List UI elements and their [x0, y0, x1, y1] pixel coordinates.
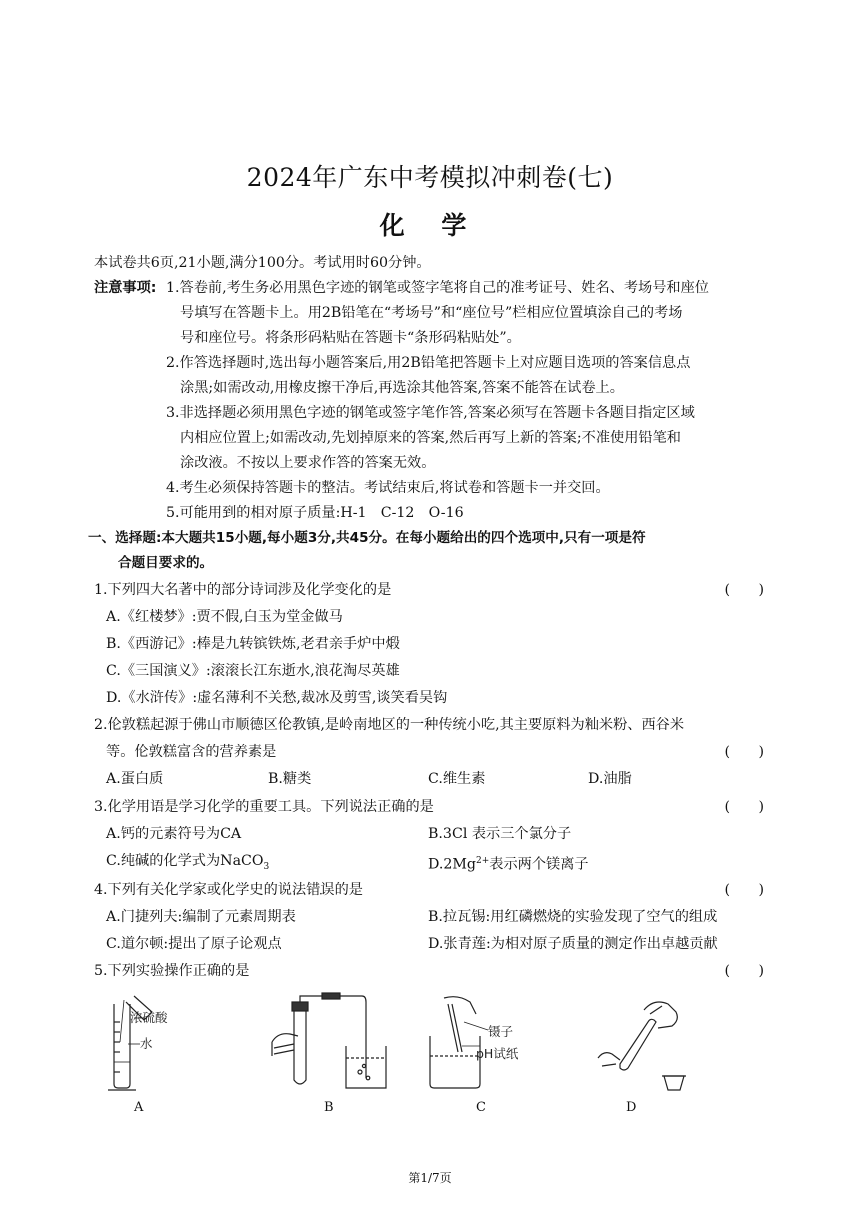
q3-option-d-superscript: 2+ — [476, 856, 490, 866]
figure-c-tweezers-label: 镊子 — [488, 1024, 514, 1039]
figure-label-a: A — [134, 1100, 144, 1115]
page-number: 第1/7页 — [408, 1171, 452, 1185]
answer-bracket: ( ) — [724, 963, 764, 979]
figure-c-ph-test — [424, 992, 544, 1094]
notes-line: 3.非选择题必须用黑色字迹的钢笔或签字笔作答,答案必须写在答题卡各题目指定区域 — [166, 405, 695, 421]
q2-option-c: C.维生素 — [428, 771, 486, 787]
notes-line: 涂改液。不按以上要求作答的答案无效。 — [180, 455, 436, 471]
q1-option-d: D.《水浒传》:虚名薄利不关愁,裁冰及剪雪,谈笑看吴钩 — [106, 690, 448, 706]
question-1-stem: 1.下列四大名著中的部分诗词涉及化学变化的是 — [94, 582, 392, 598]
q1-option-b: B.《西游记》:棒是九转镔铁炼,老君亲手炉中煅 — [106, 636, 400, 652]
notes-line: 内相应位置上;如需改动,先划掉原来的答案,然后再写上新的答案;不准使用铅笔和 — [180, 430, 681, 446]
q1-option-c: C.《三国演义》:滚滚长江东逝水,浪花淘尽英雄 — [106, 663, 400, 679]
figure-a-water-label: 水 — [140, 1036, 153, 1051]
figure-a-acid-label: 浓硫酸 — [130, 1010, 168, 1025]
figure-a-diluting-acid — [100, 992, 200, 1094]
q3-option-c-text: C.纯碱的化学式为NaCO — [106, 853, 264, 869]
answer-bracket: ( ) — [724, 582, 764, 598]
notes-line: 号填写在答题卡上。用2B铅笔在“考场号”和“座位号”栏相应位置填涂自己的考场 — [180, 305, 683, 321]
figure-label-c: C — [476, 1100, 486, 1115]
q3-option-d-text: D.2Mg — [428, 856, 477, 873]
q3-option-d — [428, 848, 589, 878]
figure-b-airtightness-check — [268, 992, 398, 1094]
q4-option-d: D.张青莲:为相对原子质量的测定作出卓越贡献 — [428, 936, 718, 952]
question-3-stem: 3.化学用语是学习化学的重要工具。下列说法正确的是 — [94, 799, 434, 815]
answer-bracket: ( ) — [724, 882, 764, 898]
figure-c-ph-paper-label: pH试纸 — [476, 1046, 519, 1061]
q3-option-b: B.3Cl 表示三个氯分子 — [428, 826, 572, 842]
answer-bracket: ( ) — [724, 799, 764, 815]
exam-title: 2024年广东中考模拟冲刺卷(七) — [246, 163, 614, 192]
intro-text: 本试卷共6页,21小题,满分100分。考试用时60分钟。 — [94, 255, 431, 271]
figure-label-b: B — [324, 1100, 334, 1115]
subject-title: 化 学 — [379, 211, 481, 240]
q4-option-c: C.道尔顿:提出了原子论观点 — [106, 936, 282, 952]
answer-bracket: ( ) — [724, 744, 764, 760]
q2-option-b: B.糖类 — [268, 771, 312, 787]
q2-option-d: D.油脂 — [588, 771, 632, 787]
section-heading: 一、选择题:本大题共15小题,每小题3分,共45分。在每小题给出的四个选项中,只有一项是符 — [88, 530, 646, 546]
q1-option-a: A.《红楼梦》:贾不假,白玉为堂金做马 — [106, 609, 343, 625]
notes-line: 涂黑;如需改动,用橡皮擦干净后,再选涂其他答案,答案不能答在试卷上。 — [180, 380, 624, 396]
q3-option-c-subscript: 3 — [263, 861, 270, 872]
notes-line: 4.考生必须保持答题卡的整洁。考试结束后,将试卷和答题卡一并交回。 — [166, 480, 610, 496]
question-4-stem — [94, 877, 363, 903]
question-2-stem: 2.伦敦糕起源于佛山市顺德区伦教镇,是岭南地区的一种传统小吃,其主要原料为籼米粉、西谷米 — [94, 717, 685, 733]
question-5-stem: 5.下列实验操作正确的是 — [94, 963, 250, 979]
figure-d-adding-solid — [584, 992, 694, 1094]
notes-label: 注意事项: — [94, 280, 157, 296]
notes-line: 号和座位号。将条形码粘贴在答题卡“条形码粘贴处”。 — [180, 330, 521, 346]
q4-option-b: B.拉瓦锡:用红磷燃烧的实验发现了空气的组成 — [428, 909, 718, 925]
q4-stem-start: 4.下列有关化学家或化学史的说法 — [94, 882, 307, 898]
q3-option-a: A.钙的元素符号为CA — [106, 826, 242, 842]
q4-stem-end: 的是 — [334, 882, 363, 898]
q3-option-c — [106, 848, 269, 880]
figure-label-d: D — [626, 1100, 637, 1115]
section-heading-cont: 合题目要求的。 — [118, 555, 214, 571]
notes-line: 1.答卷前,考生务必用黑色字迹的钢笔或签字笔将自己的准考证号、姓名、考场号和座位 — [166, 280, 709, 296]
notes-line: 2.作答选择题时,选出每小题答案后,用2B铅笔把答题卡上对应题目选项的答案信息点 — [166, 355, 691, 371]
q3-option-d-text-end: 表示两个镁离子 — [489, 856, 589, 873]
question-2-stem-cont: 等。伦敦糕富含的营养素是 — [106, 744, 277, 760]
notes-line: 5.可能用到的相对原子质量:H-1 C-12 O-16 — [166, 505, 464, 521]
q4-emphasis-word: 错误 — [306, 882, 335, 898]
q4-option-a: A.门捷列夫:编制了元素周期表 — [106, 909, 296, 925]
q2-option-a: A.蛋白质 — [106, 771, 164, 787]
